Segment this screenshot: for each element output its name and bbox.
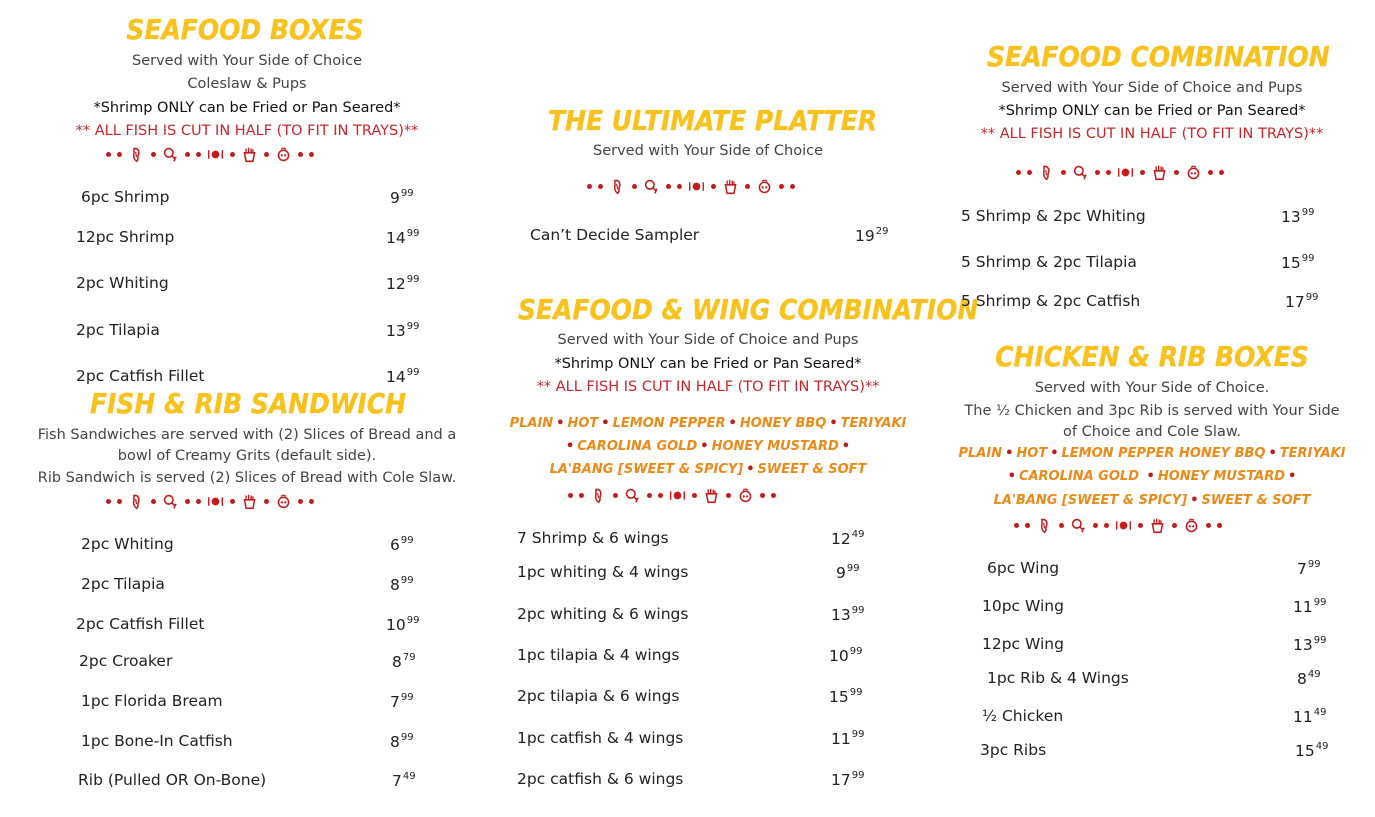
platter-desc: Served with Your Side of Choice: [593, 143, 823, 159]
mug-icon: [275, 493, 292, 510]
ornament-dot: [185, 152, 190, 157]
ornament-dot: [1025, 523, 1030, 528]
menu-item-price: $13^{99}$: [1293, 635, 1327, 654]
ultimate-platter-title: THE ULTIMATE PLATTER: [548, 104, 878, 137]
menu-item-price: $14^{99}$: [386, 367, 420, 386]
plate-icon: [1115, 517, 1132, 534]
ornament-dot: [613, 493, 618, 498]
menu-item-price: $10^{99}$: [829, 646, 863, 665]
mug-icon: [1183, 517, 1200, 534]
menu-item-price: $9^{99}$: [836, 563, 860, 582]
ornament-dot: [587, 184, 592, 189]
flavor-label: PLAIN: [509, 416, 554, 431]
menu-item-price: $7^{99}$: [1297, 559, 1321, 578]
flavor-label: HOT: [567, 416, 599, 431]
menu-item-price: $15^{49}$: [1295, 741, 1329, 760]
seafood-boxes-desc-2: Coleslaw & Pups: [187, 76, 307, 92]
menu-item-name: 12pc Wing: [982, 635, 1064, 653]
menu-item-price: $11^{99}$: [1293, 597, 1327, 616]
ornament-dot: [196, 152, 201, 157]
menu-item-name: 10pc Wing: [982, 597, 1064, 615]
flavor-label: HONEY MUSTARD: [1157, 469, 1286, 484]
flavor-label: TERIYAKI: [1279, 446, 1346, 461]
ornament-divider: [106, 493, 314, 510]
ornament-dot: [677, 184, 682, 189]
menu-item-price: $8^{99}$: [390, 575, 414, 594]
ornament-dot: [185, 499, 190, 504]
menu-item-price: $15^{99}$: [829, 687, 863, 706]
fries-icon: [722, 178, 739, 195]
seafood-wing-combo-title: SEAFOOD & WING COMBINATION: [518, 293, 979, 326]
ornament-divider: [587, 178, 795, 195]
menu-item-price: $11^{99}$: [831, 729, 865, 748]
ornament-dot: [790, 184, 795, 189]
menu-item-name: 1pc whiting & 4 wings: [517, 563, 689, 581]
ear-corn-icon: [128, 493, 145, 510]
fries-icon: [1151, 164, 1168, 181]
menu-item-name: 1pc Rib & 4 Wings: [987, 669, 1129, 687]
ornament-dot: [1059, 523, 1064, 528]
mug-icon: [737, 487, 754, 504]
menu-item-price: $12^{49}$: [831, 529, 865, 548]
menu-item-name: 2pc whiting & 6 wings: [517, 605, 689, 623]
menu-item-price: $8^{99}$: [390, 732, 414, 751]
sandwich-desc-1: Fish Sandwiches are served with (2) Slices of Bread and a: [37, 427, 457, 443]
menu-item-price: $17^{99}$: [831, 770, 865, 789]
ornament-dot: [1014, 523, 1019, 528]
ornament-dot: [1219, 170, 1224, 175]
chicken-rib-desc-3: of Choice and Cole Slaw.: [1062, 424, 1241, 440]
fries-icon: [1149, 517, 1166, 534]
menu-item-name: 1pc Bone-In Catfish: [81, 732, 233, 750]
plate-icon: [669, 487, 686, 504]
fish-rib-sandwich-title: FISH & RIB SANDWICH: [90, 387, 407, 420]
fries-icon: [703, 487, 720, 504]
ornament-dot: [1208, 170, 1213, 175]
ornament-dot: [692, 493, 697, 498]
ornament-dot: [230, 499, 235, 504]
wing-flavors-line-3: LA'BANG [SWEET & SPICY] • SWEET & SOFT: [549, 462, 867, 477]
ornament-divider: [568, 487, 776, 504]
ornament-dot: [117, 499, 122, 504]
flavor-label: TERIYAKI: [840, 416, 907, 431]
drumstick-icon: [1072, 164, 1089, 181]
ornament-dot: [1217, 523, 1222, 528]
menu-item-name: 5 Shrimp & 2pc Whiting: [961, 207, 1146, 225]
chicken-rib-boxes-title: CHICKEN & RIB BOXES: [995, 340, 1309, 373]
menu-item-name: 3pc Ribs: [980, 741, 1047, 759]
seafood-boxes-note: *Shrimp ONLY can be Fried or Pan Seared*: [93, 100, 401, 116]
sandwich-desc-3: Rib Sandwich is served (2) Slices of Bread with Cole Slaw.: [37, 470, 457, 486]
menu-item-name: 6pc Wing: [987, 559, 1060, 577]
ornament-dot: [771, 493, 776, 498]
chicken-rib-desc-1: Served with Your Side of Choice.: [1034, 380, 1270, 396]
plate-icon: [207, 146, 224, 163]
menu-item-name: 6pc Shrimp: [81, 188, 170, 206]
menu-item-name: 7 Shrimp & 6 wings: [517, 529, 669, 547]
mug-icon: [756, 178, 773, 195]
chicken-flavors-line-2: • CAROLINA GOLD • HONEY MUSTARD •: [1007, 469, 1297, 484]
ornament-dot: [1016, 170, 1021, 175]
ornament-dot: [117, 152, 122, 157]
ornament-dot: [1138, 523, 1143, 528]
ornament-dot: [1140, 170, 1145, 175]
chicken-flavors-line-3: LA'BANG [SWEET & SPICY] • SWEET & SOFT: [993, 493, 1311, 508]
ornament-dot: [106, 152, 111, 157]
flavor-label: PLAIN: [958, 446, 1003, 461]
wing-flavors-line-2: • CAROLINA GOLD • HONEY MUSTARD •: [565, 439, 851, 454]
menu-item-name: 1pc tilapia & 4 wings: [517, 646, 680, 664]
ornament-divider: [1014, 517, 1222, 534]
menu-item-name: 2pc Whiting: [76, 274, 169, 292]
ear-corn-icon: [590, 487, 607, 504]
ear-corn-icon: [609, 178, 626, 195]
ornament-dot: [579, 493, 584, 498]
ornament-dot: [264, 499, 269, 504]
menu-item-name: Can’t Decide Sampler: [530, 226, 700, 244]
flavor-label: HOT: [1016, 446, 1048, 461]
drumstick-icon: [624, 487, 641, 504]
mug-icon: [1185, 164, 1202, 181]
ornament-dot: [779, 184, 784, 189]
drumstick-icon: [643, 178, 660, 195]
menu-item-name: Rib (Pulled OR On-Bone): [78, 771, 267, 789]
menu-item-price: $7^{49}$: [392, 771, 416, 790]
flavor-label: CAROLINA GOLD: [577, 439, 698, 454]
ornament-dot: [711, 184, 716, 189]
flavor-label: LEMON PEPPER: [612, 416, 726, 431]
flavor-label: LA'BANG [SWEET & SPICY]: [549, 462, 744, 477]
ornament-dot: [298, 499, 303, 504]
plate-icon: [1117, 164, 1134, 181]
flavor-label: CAROLINA GOLD: [1018, 469, 1139, 484]
drumstick-icon: [162, 493, 179, 510]
ornament-dot: [726, 493, 731, 498]
menu-item-price: $9^{99}$: [390, 188, 414, 207]
ornament-dot: [309, 499, 314, 504]
menu-item-price: $11^{49}$: [1293, 707, 1327, 726]
ornament-dot: [745, 184, 750, 189]
flavor-label: SWEET & SOFT: [757, 462, 867, 477]
ornament-dot: [1106, 170, 1111, 175]
ornament-dot: [151, 499, 156, 504]
ornament-dot: [1027, 170, 1032, 175]
ear-corn-icon: [1038, 164, 1055, 181]
ornament-dot: [230, 152, 235, 157]
ornament-dot: [598, 184, 603, 189]
menu-item-name: 5 Shrimp & 2pc Catfish: [961, 292, 1141, 310]
chicken-flavors-line-1: PLAIN • HOT • LEMON PEPPER HONEY BBQ • TERIYAKI: [958, 446, 1346, 461]
mug-icon: [275, 146, 292, 163]
flavor-label: LEMON PEPPER HONEY BBQ: [1061, 446, 1266, 461]
flavor-label: HONEY BBQ: [739, 416, 827, 431]
ornament-dot: [647, 493, 652, 498]
ear-corn-icon: [1036, 517, 1053, 534]
plate-icon: [688, 178, 705, 195]
menu-item-name: 12pc Shrimp: [76, 228, 175, 246]
ornament-dot: [298, 152, 303, 157]
ornament-divider: [106, 146, 314, 163]
seafood-boxes-title: SEAFOOD BOXES: [126, 13, 364, 46]
menu-item-name: 2pc Whiting: [81, 535, 174, 553]
ornament-dot: [1093, 523, 1098, 528]
ear-corn-icon: [128, 146, 145, 163]
ornament-dot: [309, 152, 314, 157]
chicken-rib-desc-2: The ½ Chicken and 3pc Rib is served with Your Side: [964, 403, 1340, 419]
flavor-label: SWEET & SOFT: [1201, 493, 1311, 508]
seafood-combo-desc: Served with Your Side of Choice and Pups: [1001, 80, 1303, 96]
menu-item-name: 2pc Catfish Fillet: [76, 615, 205, 633]
ornament-dot: [196, 499, 201, 504]
ornament-dot: [632, 184, 637, 189]
ornament-dot: [760, 493, 765, 498]
menu-item-price: $13^{99}$: [831, 605, 865, 624]
menu-item-name: 2pc Tilapia: [76, 321, 160, 339]
seafood-boxes-desc-1: Served with Your Side of Choice: [132, 53, 362, 69]
menu-item-name: 2pc Croaker: [79, 652, 173, 670]
flavor-label: LA'BANG [SWEET & SPICY]: [993, 493, 1188, 508]
ornament-dot: [1104, 523, 1109, 528]
ornament-dot: [1095, 170, 1100, 175]
menu-item-name: 2pc catfish & 6 wings: [517, 770, 684, 788]
menu-item-price: $13^{99}$: [1281, 207, 1315, 226]
menu-item-price: $8^{79}$: [392, 652, 416, 671]
plate-icon: [207, 493, 224, 510]
menu-item-name: 2pc tilapia & 6 wings: [517, 687, 680, 705]
menu-item-price: $12^{99}$: [386, 274, 420, 293]
menu-item-name: 5 Shrimp & 2pc Tilapia: [961, 253, 1137, 271]
wing-combo-note: *Shrimp ONLY can be Fried or Pan Seared*: [554, 356, 862, 372]
wing-flavors-line-1: PLAIN • HOT • LEMON PEPPER • HONEY BBQ • TERIYAKI: [509, 416, 907, 431]
ornament-dot: [1206, 523, 1211, 528]
ornament-dot: [568, 493, 573, 498]
ornament-dot: [1061, 170, 1066, 175]
drumstick-icon: [162, 146, 179, 163]
fries-icon: [241, 146, 258, 163]
menu-item-price: $14^{99}$: [386, 228, 420, 247]
menu-item-name: 1pc Florida Bream: [81, 692, 223, 710]
flavor-label: HONEY MUSTARD: [711, 439, 839, 454]
sandwich-desc-2: bowl of Creamy Grits (default side).: [117, 448, 377, 464]
seafood-combo-warning: ** ALL FISH IS CUT IN HALF (TO FIT IN TRAYS)**: [980, 126, 1324, 142]
fries-icon: [241, 493, 258, 510]
drumstick-icon: [1070, 517, 1087, 534]
menu-item-price: $10^{99}$: [386, 615, 420, 634]
ornament-dot: [658, 493, 663, 498]
menu-item-name: ½ Chicken: [982, 707, 1064, 725]
wing-combo-desc: Served with Your Side of Choice and Pups: [557, 332, 859, 348]
seafood-combination-title: SEAFOOD COMBINATION: [987, 40, 1330, 73]
ornament-dot: [106, 499, 111, 504]
seafood-combo-note: *Shrimp ONLY can be Fried or Pan Seared*: [998, 103, 1306, 119]
menu-item-price: $13^{99}$: [386, 321, 420, 340]
menu-item-price: $15^{99}$: [1281, 253, 1315, 272]
ornament-divider: [1016, 164, 1224, 181]
menu-item-name: 2pc Tilapia: [81, 575, 165, 593]
menu-item-name: 1pc catfish & 4 wings: [517, 729, 684, 747]
menu-item-price: $8^{49}$: [1297, 669, 1321, 688]
ornament-dot: [1174, 170, 1179, 175]
menu-item-price: $7^{99}$: [390, 692, 414, 711]
ornament-dot: [264, 152, 269, 157]
menu-item-price: $6^{99}$: [390, 535, 414, 554]
ornament-dot: [666, 184, 671, 189]
menu-item-name: 2pc Catfish Fillet: [76, 367, 205, 385]
menu-item-price: $17^{99}$: [1285, 292, 1319, 311]
wing-combo-warning: ** ALL FISH IS CUT IN HALF (TO FIT IN TRAYS)**: [536, 379, 880, 395]
seafood-boxes-warning: ** ALL FISH IS CUT IN HALF (TO FIT IN TRAYS)**: [75, 123, 419, 139]
ornament-dot: [151, 152, 156, 157]
menu-item-price: $19^{29}$: [855, 226, 889, 245]
ornament-dot: [1172, 523, 1177, 528]
